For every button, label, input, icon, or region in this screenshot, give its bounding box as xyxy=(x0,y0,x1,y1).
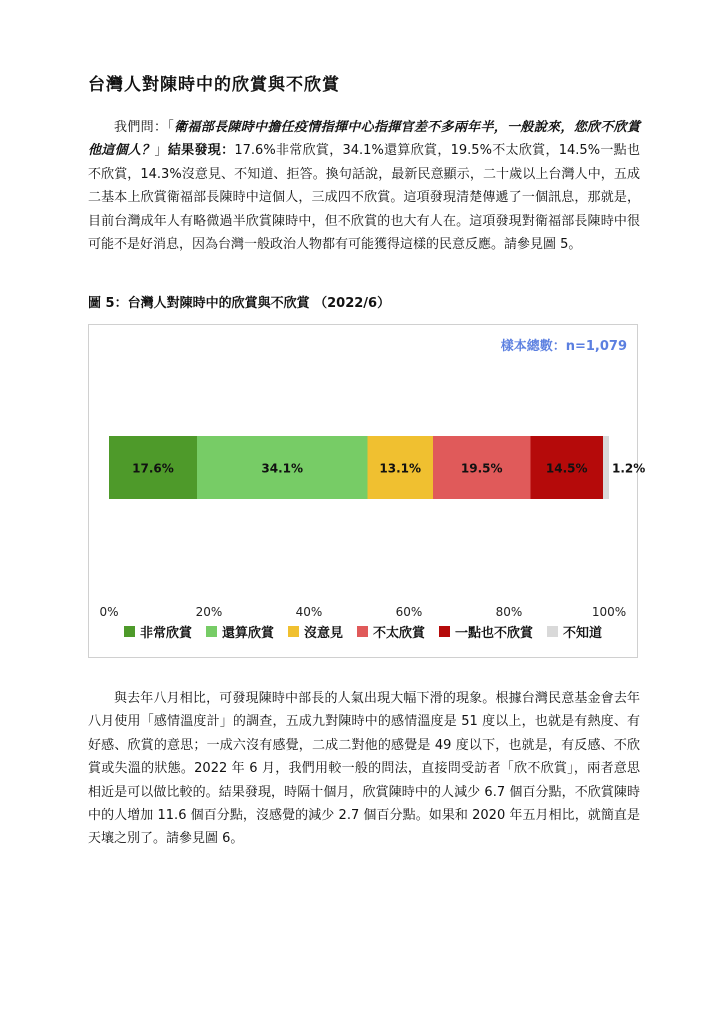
bar-segments xyxy=(109,436,609,499)
legend-item-5 xyxy=(547,622,602,641)
segment-label-1: 34.1% xyxy=(261,461,304,476)
legend-item-0 xyxy=(124,622,192,641)
survey-question: 衛福部長陳時中擔任疫情指揮中心指揮官差不多兩年半，一般說來，您欣不欣賞他這個人？ xyxy=(88,120,640,159)
legend-swatch xyxy=(124,626,135,637)
result-label: 結果發現： xyxy=(167,143,235,159)
segment-label-5: 1.2% xyxy=(612,461,646,476)
intro-paragraph xyxy=(88,116,640,256)
legend-swatch xyxy=(547,626,558,637)
segment-label-4: 14.5% xyxy=(545,461,588,476)
legend-label: 不知道 xyxy=(563,626,603,641)
legend-swatch xyxy=(357,626,368,637)
x-tick-label-4: 80% xyxy=(495,605,523,619)
legend-swatch xyxy=(288,626,299,637)
legend-swatch xyxy=(206,626,217,637)
legend-item-2 xyxy=(288,622,343,641)
segment-label-3: 19.5% xyxy=(460,461,503,476)
x-tick-label-5: 100% xyxy=(591,605,627,619)
legend-item-3 xyxy=(357,622,425,641)
x-axis-ticks xyxy=(99,605,626,619)
legend-label: 非常欣賞 xyxy=(139,626,192,641)
chart-legend xyxy=(89,622,637,641)
bar-segment-5 xyxy=(603,436,609,499)
question-open: 我們問：「 xyxy=(114,120,175,135)
segment-label-2: 13.1% xyxy=(379,461,422,476)
sample-size-note: 樣本總數：n=1,079 xyxy=(500,339,627,354)
section-heading: 台灣人對陳時中的欣賞與不欣賞 xyxy=(88,75,340,95)
legend-label: 沒意見 xyxy=(303,626,343,641)
x-tick-label-0: 0% xyxy=(99,605,119,619)
x-tick-label-3: 60% xyxy=(395,605,423,619)
question-close: 」 xyxy=(154,143,168,159)
segment-label-0: 17.6% xyxy=(132,461,174,476)
result-text: 17.6%非常欣賞，34.1%還算欣賞，19.5%不太欣賞，14.5%一點也不欣賞，14.3%沒意見、不知道、拒答。換句話說，最新民意顯示，二十歲以上台灣人中，五成二基本上欣賞衛福部長陳時中這個人，三成四不欣賞。這項發現清楚傳遞了一個訊息，那就是，目前台灣成年人有略微過半欣賞陳時中，但不欣賞的也大有人在。這項發現對衛福部長陳時中很可能不是好消息，因為台灣一般政治人物都有可能獲得這樣的民意反應。請參見圖 5。 xyxy=(88,143,640,253)
x-tick-label-1: 20% xyxy=(195,605,223,619)
legend-label: 還算欣賞 xyxy=(221,626,274,641)
legend-label: 不太欣賞 xyxy=(373,626,426,641)
legend-label: 一點也不欣賞 xyxy=(455,626,534,641)
chart-canvas xyxy=(89,325,646,657)
figure-title: 圖 5：台灣人對陳時中的欣賞與不欣賞 （2022/6） xyxy=(88,296,391,311)
legend-swatch xyxy=(439,626,450,637)
x-tick-label-2: 40% xyxy=(295,605,323,619)
comparison-paragraph: 與去年八月相比，可發現陳時中部長的人氣出現大幅下滑的現象。根據台灣民意基金會去年八月使用「感情溫度計」的調查，五成九對陳時中的感情溫度是 51 度以上，也就是有熱度、有好感、欣賞的意思；一成六沒有感覺，二成二對他的感覺是 49 度以下，也就是，有反感、不欣賞或失溫的狀態。2022 年 6 月，我們用較一般的問法，直接問受訪者「欣不欣賞」，兩者意思相近是可以做比較的。結果發現，時隔十個月，欣賞陳時中的人減少 6.7 個百分點，不欣賞陳時中的人增加 11.6 個百分點，沒感覺的減少 2.7 個百分點。如果和 2020 年五月相比，就簡直是天壤之別了。請參見圖 6。 xyxy=(88,691,640,847)
stacked-bar-chart xyxy=(88,324,646,658)
legend-item-1 xyxy=(206,622,274,641)
legend-item-4 xyxy=(439,622,533,641)
